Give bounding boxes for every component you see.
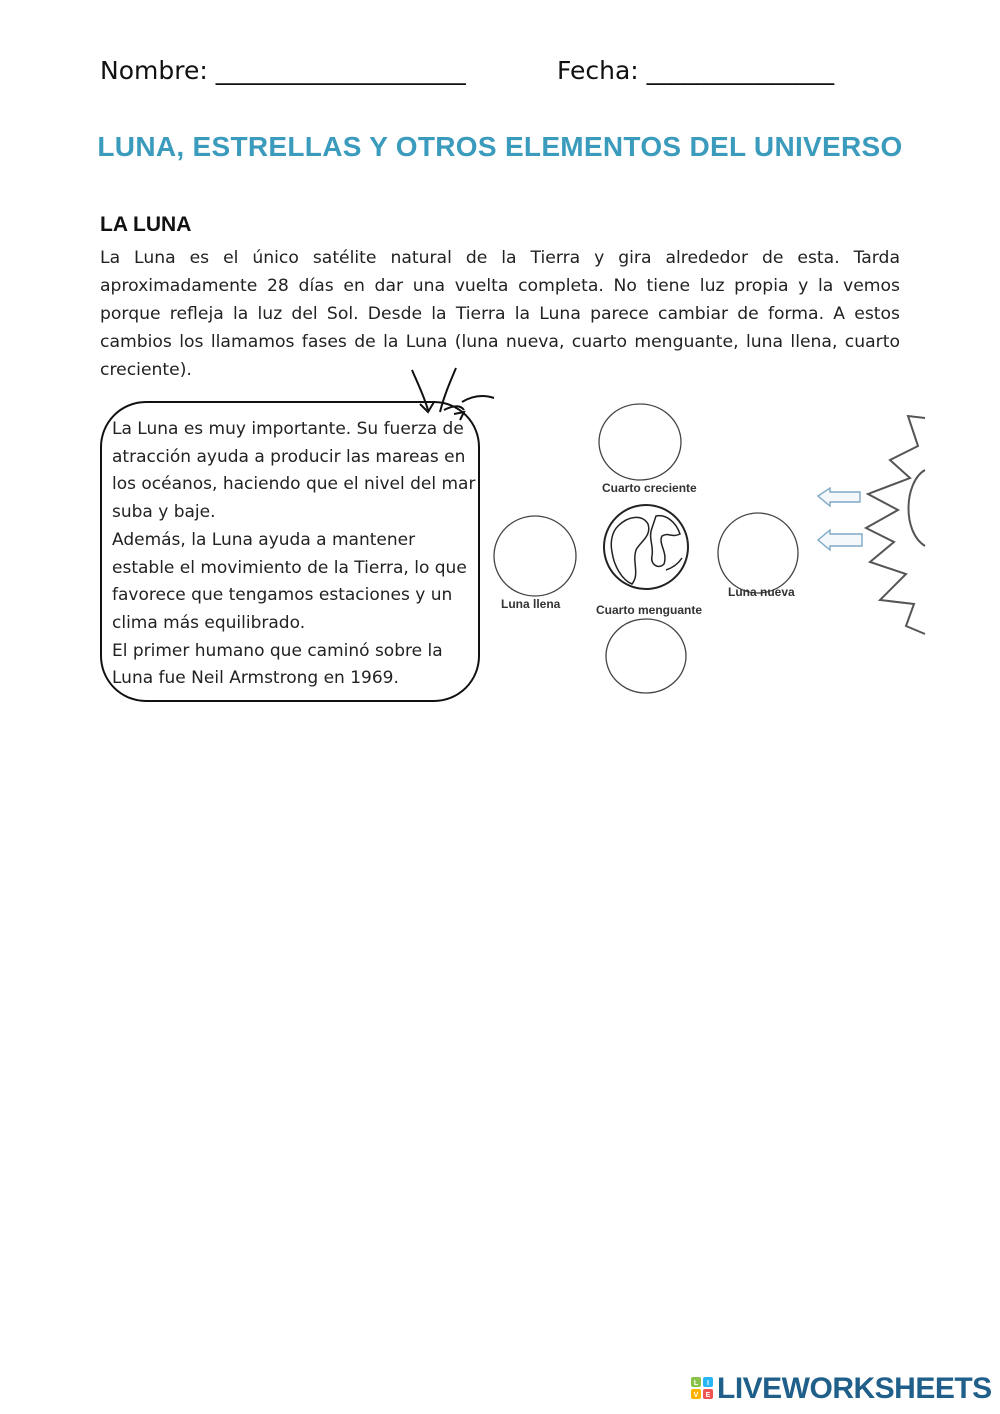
section-heading: LA LUNA	[100, 213, 192, 236]
moon-phases-diagram	[490, 398, 930, 698]
callout-paragraph-stability: Además, la Luna ayuda a mantener estable el movimiento de la Tierra, lo que favorece que tengamos estaciones y un clima más equilibrado.	[112, 529, 467, 633]
liveworksheets-mark-icon	[690, 1376, 714, 1400]
label-new: Luna nueva	[728, 585, 795, 599]
liveworksheets-logo	[690, 1372, 990, 1408]
callout-paragraph-tides: La Luna es muy importante. Su fuerza de atracción ayuda a producir las mareas en los océanos, haciendo que el nivel del mar suba y baje.	[112, 419, 476, 523]
label-full: Luna llena	[501, 597, 561, 611]
svg-text:I: I	[707, 1380, 709, 1387]
light-arrow-icon-top	[818, 488, 860, 506]
moon-circle-full	[494, 516, 576, 596]
intro-paragraph: La Luna es el único satélite natural de la Tierra y gira alrededor de esta. Tarda aproximadamente 28 días en dar una vuelta completa. No tiene luz propia y la vemos porque refleja la luz del Sol. Desde la Tierra la Luna parece cambiar de forma. A estos cambios los llamamos fases de la Luna (luna nueva, cuarto menguante, luna llena, cuarto creciente).	[100, 248, 900, 380]
svg-text:V: V	[693, 1392, 699, 1399]
label-waxing: Cuarto creciente	[602, 481, 697, 495]
svg-text:E: E	[705, 1392, 711, 1399]
liveworksheets-wordmark: LIVEWORKSHEETS	[717, 1372, 992, 1405]
callout-text	[112, 416, 477, 693]
callout-paragraph-armstrong: El primer humano que caminó sobre la Luna fue Neil Armstrong en 1969.	[112, 640, 443, 689]
light-arrow-icon-bottom	[818, 530, 862, 550]
scribble-arrows-icon	[404, 366, 500, 422]
moon-circle-waning	[606, 619, 686, 693]
date-field[interactable]: Fecha: _______________	[557, 56, 835, 85]
svg-text:L: L	[693, 1380, 699, 1387]
moon-circle-waxing	[599, 404, 681, 480]
earth-icon	[604, 505, 688, 589]
sun-icon	[866, 416, 925, 634]
label-waning: Cuarto menguante	[596, 603, 703, 617]
moon-circle-new	[718, 513, 798, 593]
name-field[interactable]: Nombre: ____________________	[100, 56, 466, 85]
header-row	[100, 56, 900, 96]
page-title: LUNA, ESTRELLAS Y OTROS ELEMENTOS DEL UNIVERSO	[97, 131, 903, 162]
